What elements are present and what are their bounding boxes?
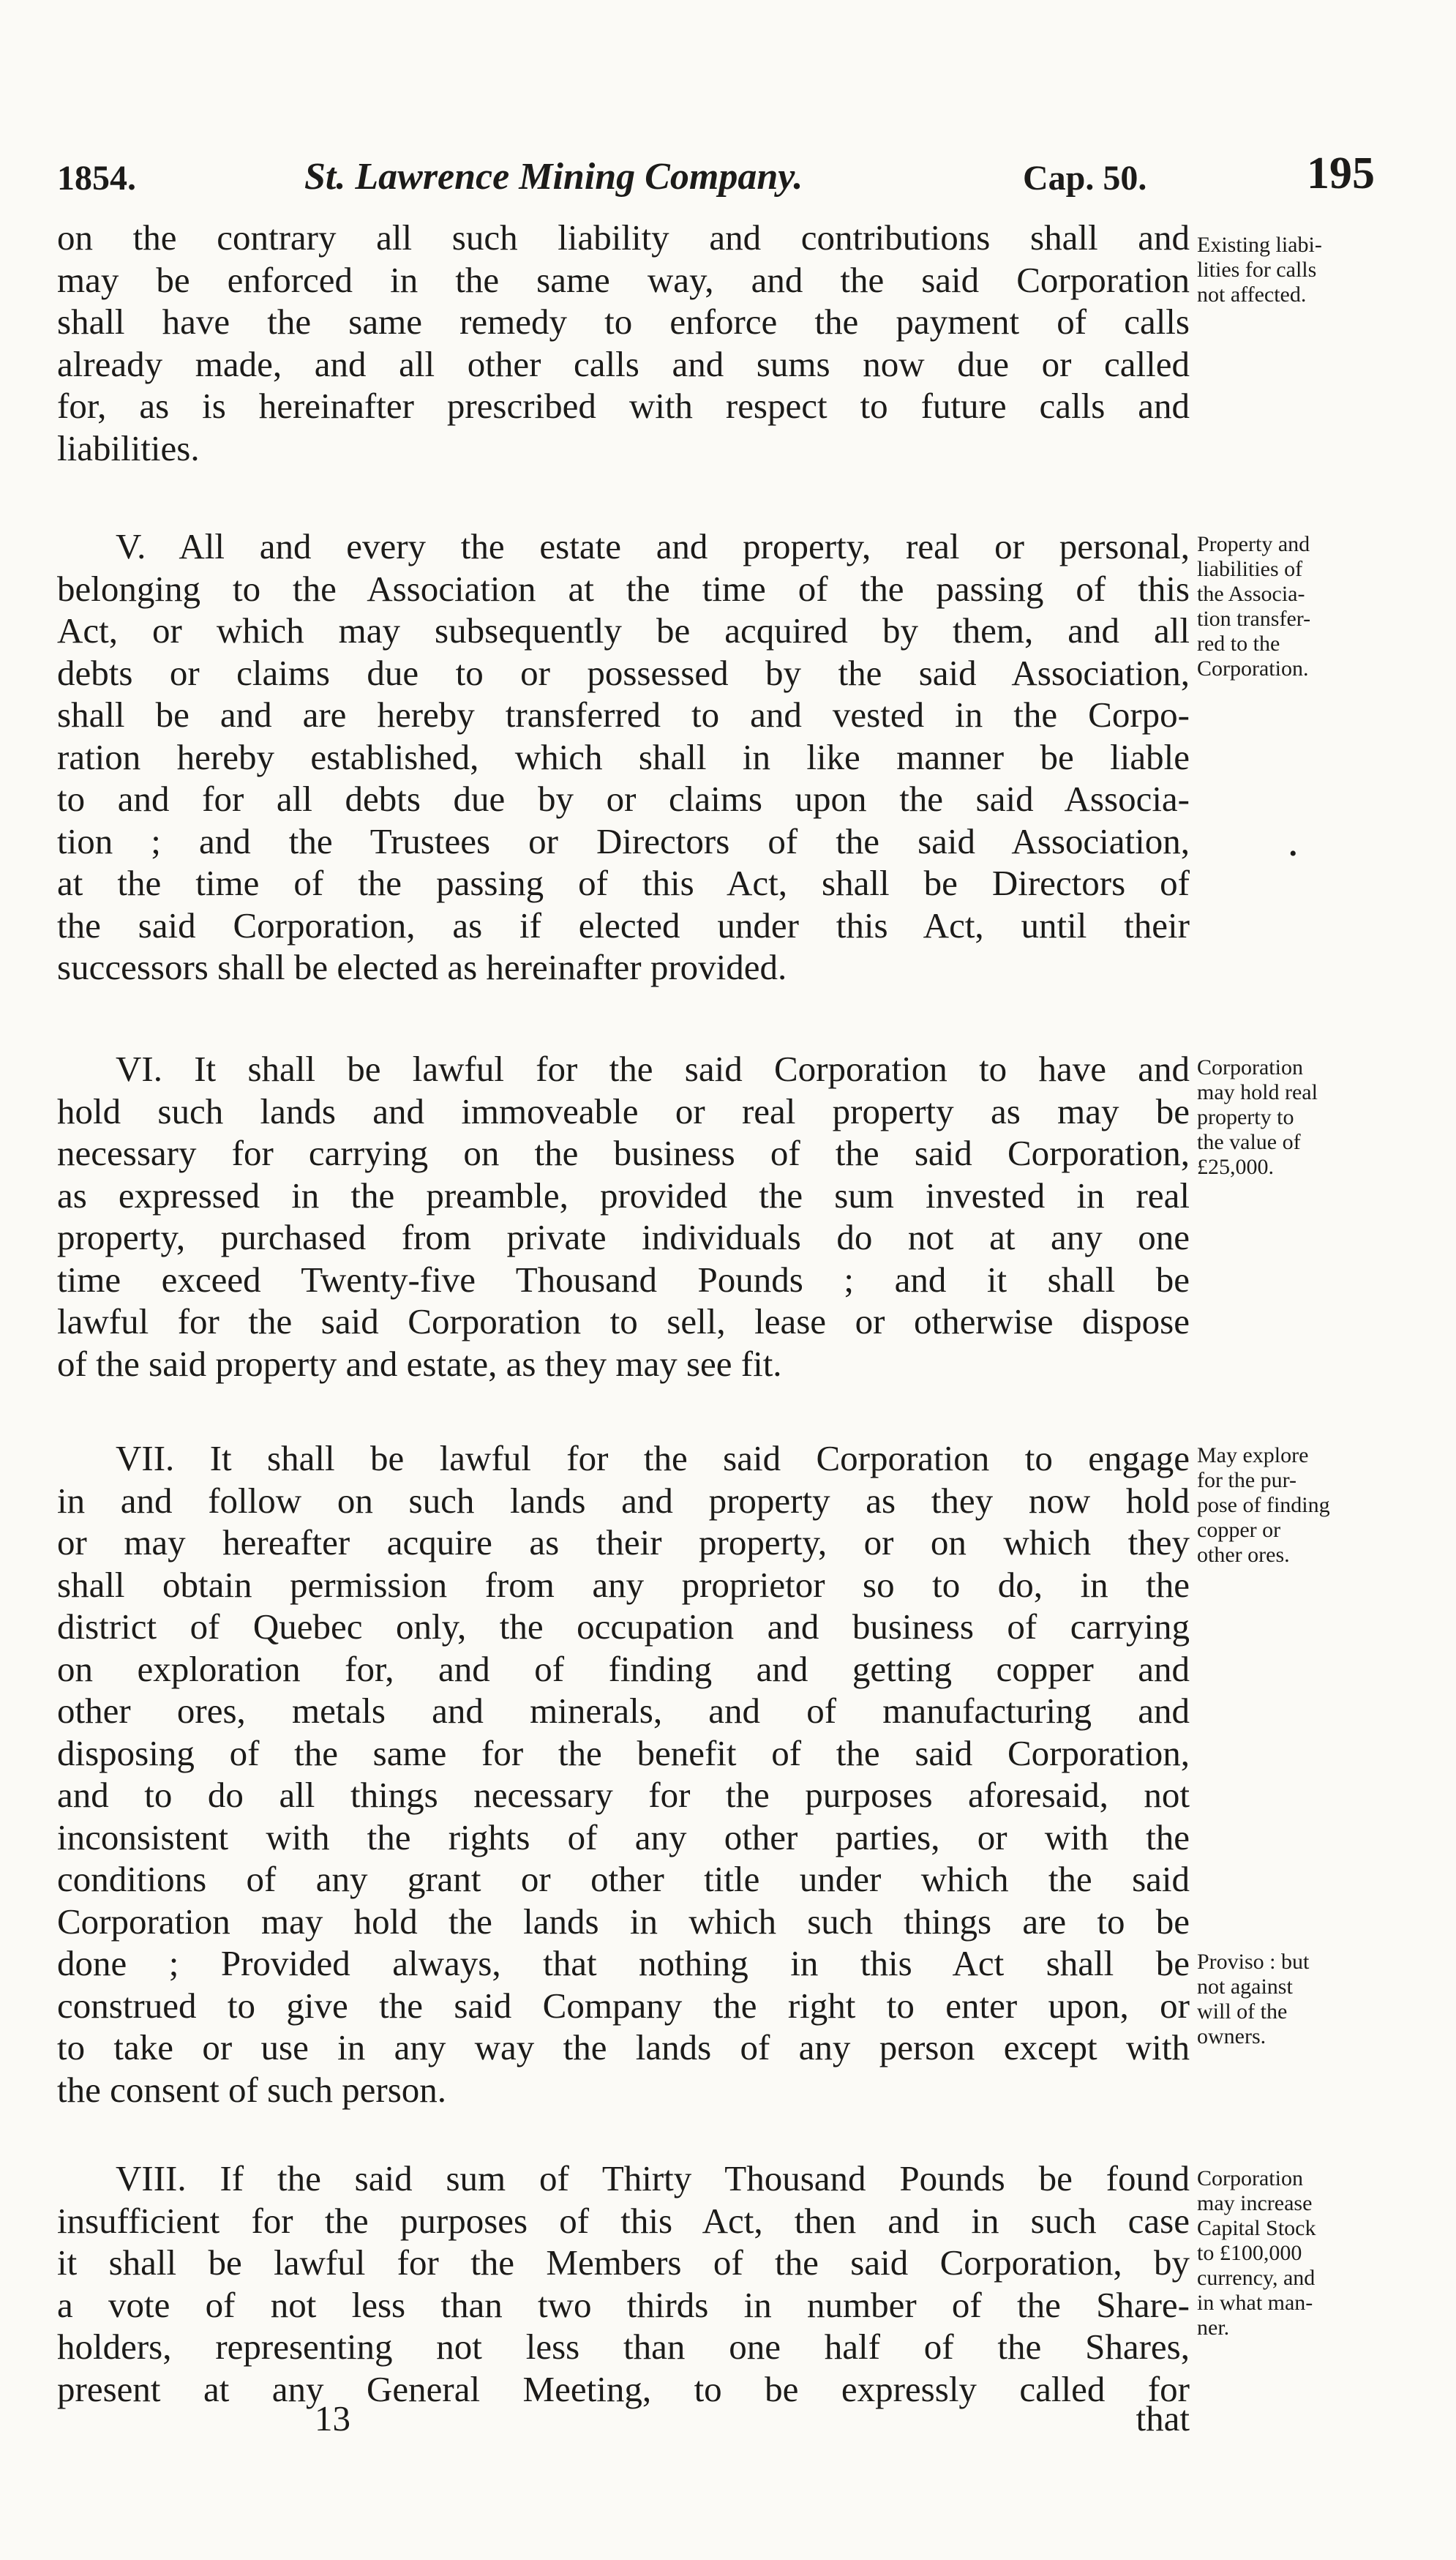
text-line: time exceed Twenty-five Thousand Pounds ; and it shall be bbox=[57, 1259, 1190, 1300]
text-line: at the time of the passing of this Act, shall be Directors of bbox=[57, 863, 1190, 903]
text-line: inconsistent with the rights of any other parties, or with the bbox=[57, 1816, 1190, 1857]
marginal-note-existing-liabilities: Existing liabi- lities for calls not affected. bbox=[1197, 233, 1322, 307]
text-line: for, as is hereinafter prescribed with respect to future calls and bbox=[57, 386, 1190, 426]
text-line: a vote of not less than two thirds in number of the Share- bbox=[57, 2284, 1190, 2325]
marginal-note-property-transferred: Property and liabilities of the Associa- tion transfer- red to the Corporation. bbox=[1197, 532, 1311, 681]
text-line: and to do all things necessary for the purposes aforesaid, not bbox=[57, 1775, 1190, 1815]
page-number: 195 bbox=[1307, 149, 1375, 198]
text-line: conditions of any grant or other title under which the said bbox=[57, 1859, 1190, 1899]
text-line: on the contrary all such liability and contributions shall and bbox=[57, 217, 1190, 258]
text-line: tion ; and the Trustees or Directors of the said Association, bbox=[57, 820, 1190, 861]
running-header bbox=[57, 138, 1389, 196]
text-line: VII. It shall be lawful for the said Corporation to engage bbox=[116, 1438, 1190, 1478]
page-footer bbox=[57, 2397, 1190, 2441]
text-line: disposing of the same for the benefit of the said Corporation, bbox=[57, 1732, 1190, 1773]
text-line: ration hereby established, which shall in like manner be liable bbox=[57, 736, 1190, 777]
text-line: hold such lands and immoveable or real property as may be bbox=[57, 1090, 1190, 1131]
section-viii bbox=[57, 2157, 1190, 2410]
text-line: done ; Provided always, that nothing in this Act shall be bbox=[57, 1943, 1190, 1983]
text-line: holders, representing not less than one half of the Shares, bbox=[57, 2327, 1190, 2367]
text-line: as expressed in the preamble, provided the sum invested in real bbox=[57, 1175, 1190, 1216]
text-line: liabilities. bbox=[57, 427, 200, 468]
header-chapter: Cap. 50. bbox=[1023, 159, 1147, 198]
text-line: may be enforced in the same way, and the said Corporation bbox=[57, 259, 1190, 300]
text-line: insufficient for the purposes of this Act, then and in such case bbox=[57, 2200, 1190, 2241]
text-line: shall have the same remedy to enforce the payment of calls bbox=[57, 302, 1190, 342]
text-line: property, purchased from private individuals do not at any one bbox=[57, 1217, 1190, 1257]
paragraph-continuation bbox=[57, 217, 1190, 469]
catchword: that bbox=[1136, 2398, 1190, 2439]
text-line: shall obtain permission from any proprietor so to do, in the bbox=[57, 1564, 1190, 1605]
text-line: to and for all debts due by or claims upon the said Associa- bbox=[57, 779, 1190, 819]
stray-mark-icon: • bbox=[1289, 842, 1297, 866]
text-line: lawful for the said Corporation to sell, lease or otherwise dispose bbox=[57, 1301, 1190, 1341]
marginal-note-increase-capital: Corporation may increase Capital Stock to £100,000 currency, and in what man- ner. bbox=[1197, 2166, 1316, 2340]
signature-mark: 13 bbox=[315, 2398, 350, 2439]
text-line: construed to give the said Company the right to enter upon, or bbox=[57, 1985, 1190, 2026]
section-vii bbox=[57, 1437, 1190, 2111]
section-vi bbox=[57, 1048, 1190, 1385]
text-line: VI. It shall be lawful for the said Corporation to have and bbox=[116, 1049, 1190, 1089]
text-line: Corporation may hold the lands in which such things are to be bbox=[57, 1901, 1190, 1942]
text-line: to take or use in any way the lands of any person except with bbox=[57, 2027, 1190, 2067]
header-year: 1854. bbox=[57, 159, 136, 198]
marginal-note-proviso: Proviso : but not against will of the owners. bbox=[1197, 1950, 1310, 2048]
marginal-note-may-explore: May explore for the pur- pose of finding copper or other ores. bbox=[1197, 1443, 1330, 1567]
text-line: present at any General Meeting, to be expressly called for bbox=[57, 2368, 1190, 2409]
text-line: necessary for carrying on the business of the said Corporation, bbox=[57, 1133, 1190, 1173]
text-line: of the said property and estate, as they may see fit. bbox=[57, 1343, 782, 1384]
text-line: Act, or which may subsequently be acquired by them, and all bbox=[57, 610, 1190, 651]
header-title: St. Lawrence Mining Company. bbox=[304, 156, 803, 198]
text-line: the said Corporation, as if elected under this Act, until their bbox=[57, 905, 1190, 946]
text-line: it shall be lawful for the Members of the said Corporation, by bbox=[57, 2242, 1190, 2283]
text-line: V. All and every the estate and property, real or personal, bbox=[116, 526, 1190, 566]
text-line: or may hereafter acquire as their property, or on which they bbox=[57, 1522, 1190, 1562]
text-line: shall be and are hereby transferred to and vested in the Corpo- bbox=[57, 695, 1190, 735]
text-line: debts or claims due to or possessed by the said Association, bbox=[57, 652, 1190, 693]
marginal-note-real-property: Corporation may hold real property to the value of £25,000. bbox=[1197, 1055, 1318, 1179]
text-line: belonging to the Association at the time of the passing of this bbox=[57, 568, 1190, 609]
text-line: on exploration for, and of finding and getting copper and bbox=[57, 1648, 1190, 1689]
text-line: the consent of such person. bbox=[57, 2069, 447, 2110]
text-line: other ores, metals and minerals, and of manufacturing and bbox=[57, 1691, 1190, 1731]
text-line: VIII. If the said sum of Thirty Thousand Pounds be found bbox=[116, 2158, 1190, 2198]
text-line: successors shall be elected as hereinafter provided. bbox=[57, 947, 787, 987]
text-line: in and follow on such lands and property as they now hold bbox=[57, 1480, 1190, 1521]
section-v bbox=[57, 525, 1190, 989]
text-line: district of Quebec only, the occupation and business of carrying bbox=[57, 1606, 1190, 1647]
text-line: already made, and all other calls and sums now due or called bbox=[57, 343, 1190, 384]
